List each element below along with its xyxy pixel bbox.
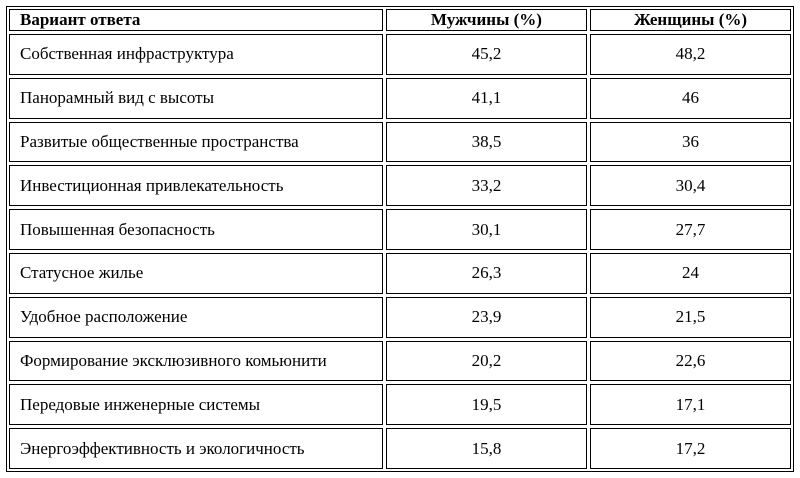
answer-cell: Инвестиционная привлекательность [9, 165, 383, 206]
survey-table [6, 6, 794, 472]
answer-cell: Собственная инфраструктура [9, 34, 383, 75]
men-cell: 41,1 [386, 78, 587, 119]
men-cell: 26,3 [386, 253, 587, 294]
answer-cell: Формирование эксклюзивного комьюнити [9, 341, 383, 382]
table-row [9, 165, 791, 206]
header-answer: Вариант ответа [9, 9, 383, 31]
table-row [9, 78, 791, 119]
men-cell: 33,2 [386, 165, 587, 206]
answer-cell: Панорамный вид с высоты [9, 78, 383, 119]
table-header-row [9, 9, 791, 31]
table-row [9, 209, 791, 250]
women-cell: 27,7 [590, 209, 791, 250]
table-row [9, 297, 791, 338]
table-row [9, 428, 791, 469]
table-row [9, 34, 791, 75]
answer-cell: Передовые инженерные системы [9, 384, 383, 425]
men-cell: 45,2 [386, 34, 587, 75]
answer-cell: Энергоэффективность и экологичность [9, 428, 383, 469]
women-cell: 17,2 [590, 428, 791, 469]
men-cell: 30,1 [386, 209, 587, 250]
men-cell: 23,9 [386, 297, 587, 338]
women-cell: 24 [590, 253, 791, 294]
women-cell: 46 [590, 78, 791, 119]
survey-table-frame [6, 6, 794, 472]
header-women: Женщины (%) [590, 9, 791, 31]
header-men: Мужчины (%) [386, 9, 587, 31]
women-cell: 22,6 [590, 341, 791, 382]
answer-cell: Удобное расположение [9, 297, 383, 338]
women-cell: 17,1 [590, 384, 791, 425]
women-cell: 30,4 [590, 165, 791, 206]
men-cell: 15,8 [386, 428, 587, 469]
men-cell: 20,2 [386, 341, 587, 382]
answer-cell: Развитые общественные пространства [9, 122, 383, 163]
women-cell: 48,2 [590, 34, 791, 75]
table-row [9, 341, 791, 382]
men-cell: 19,5 [386, 384, 587, 425]
table-row [9, 384, 791, 425]
answer-cell: Повышенная безопасность [9, 209, 383, 250]
table-row [9, 122, 791, 163]
answer-cell: Статусное жилье [9, 253, 383, 294]
men-cell: 38,5 [386, 122, 587, 163]
women-cell: 36 [590, 122, 791, 163]
table-row [9, 253, 791, 294]
women-cell: 21,5 [590, 297, 791, 338]
